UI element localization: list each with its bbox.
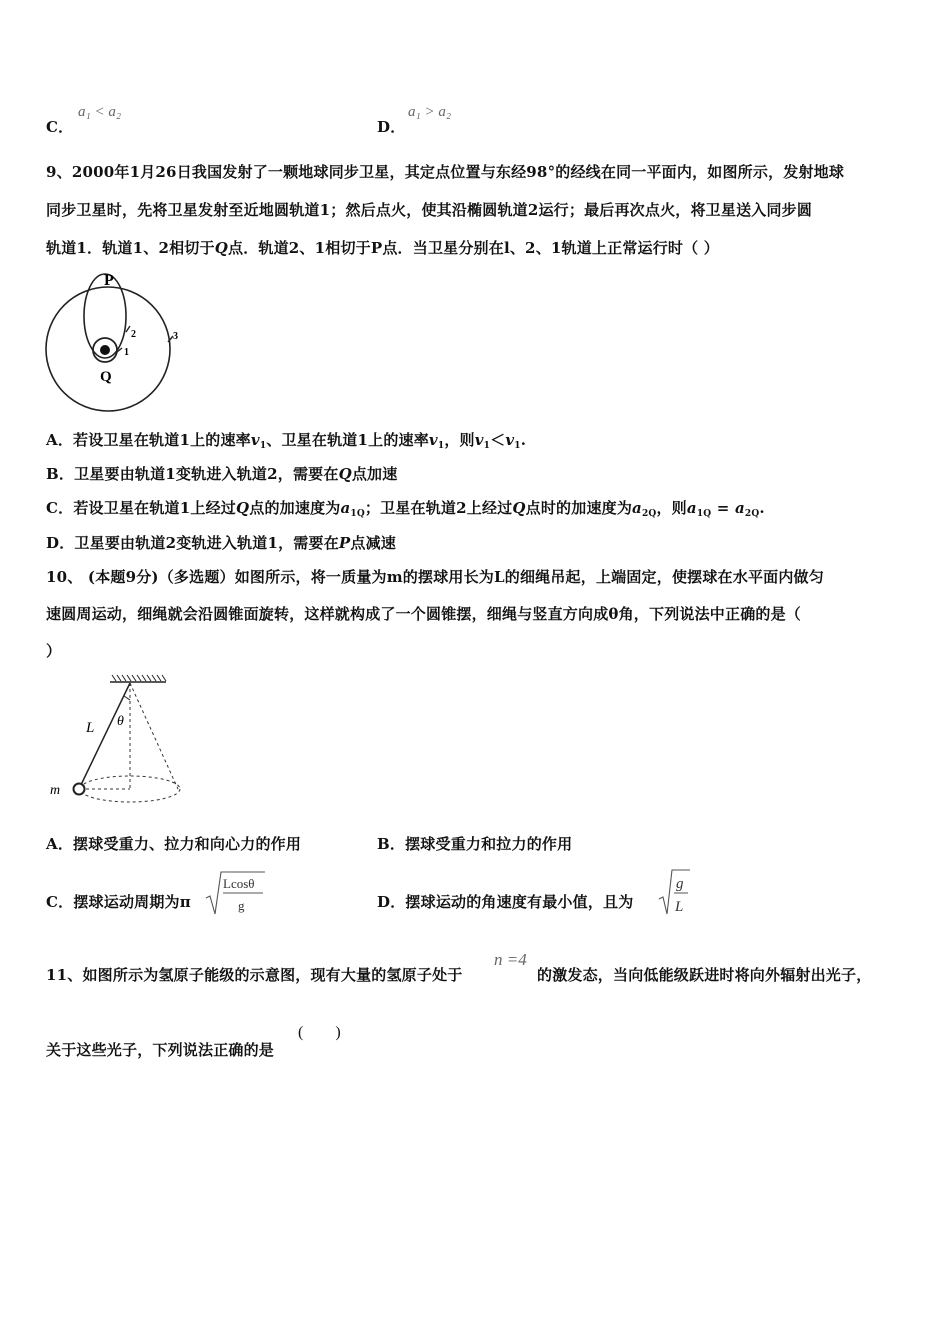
- q11-math-n4: n =4: [494, 950, 527, 969]
- q9-option-d-text2: 点减速: [350, 534, 396, 552]
- q9-option-a: [46, 429, 526, 451]
- q9-option-d-p: P: [338, 534, 351, 552]
- q9-option-c-a2: a: [632, 499, 642, 517]
- q10-option-a-label: A．: [46, 835, 74, 853]
- ceiling-hatch: [112, 675, 166, 681]
- q9-option-c-a4: a: [734, 499, 745, 517]
- q9-stem-q: Q: [214, 239, 228, 257]
- q9-stem-line1: 9、2000年1月26日我国发射了一颗地球同步卫星，其定点位置与东经98°的经线在同一平面内，如图所示，发射地球: [46, 163, 845, 181]
- pendulum-bob: [74, 784, 85, 795]
- q10-option-b-text: 摆球受重力和拉力的作用: [405, 835, 573, 853]
- q9-option-c-text5: ，则: [656, 499, 687, 517]
- q9-orbit-figure: [40, 266, 190, 416]
- orbit-2-pointer: [126, 326, 130, 332]
- q9-option-b-text1: 卫星要由轨道1变轨进入轨道2，需要在: [74, 465, 339, 483]
- q10-option-d: [377, 891, 633, 912]
- q9-option-a-sub1: 1: [259, 441, 267, 451]
- q10-option-a-text: 摆球受重力、拉力和向心力的作用: [73, 835, 302, 853]
- label-theta: θ: [117, 714, 124, 729]
- label-p: P: [104, 272, 114, 289]
- option-d-den: L: [675, 899, 684, 915]
- q11-answer-paren: ( ): [298, 1024, 341, 1041]
- q10-option-a: [46, 833, 301, 854]
- q9-option-a-v2: v: [428, 431, 438, 449]
- q8-option-d: [377, 116, 405, 137]
- q9-option-c-q1: Q: [235, 499, 250, 517]
- q10-option-d-text: 摆球运动的角速度有最小值，且为: [405, 893, 634, 911]
- q9-option-a-label: A．: [46, 431, 74, 449]
- q8-option-d-label: D．: [377, 118, 406, 136]
- q8-option-c: [46, 116, 73, 137]
- option-c-num: Lcosθ: [223, 876, 255, 891]
- q10-pendulum-figure: [44, 672, 189, 812]
- q10-option-b: [377, 833, 572, 854]
- q9-option-c-sub3: 1Q: [696, 509, 712, 519]
- q9-option-b-q: Q: [338, 465, 352, 483]
- q10-option-c-label: C．: [46, 893, 74, 911]
- q9-option-b-label: B．: [46, 465, 75, 483]
- cone-edge: [130, 683, 178, 789]
- q10-option-d-label: D．: [377, 893, 406, 911]
- q9-option-c-text1: 若设卫星在轨道1上经过: [73, 499, 236, 517]
- q9-option-c-text4: 点时的加速度为: [525, 499, 633, 517]
- theta-arc: [124, 696, 130, 700]
- q11-stem-line1-b: 的激发态，当向低能级跃进时将向外辐射出光子，: [537, 966, 872, 984]
- q9-option-c-sub2: 2Q: [641, 509, 657, 519]
- q9-option-c-a3: a: [686, 499, 697, 517]
- option-d-num: g: [676, 876, 684, 892]
- q9-option-b: [46, 463, 397, 484]
- q8-option-c-label: C．: [46, 118, 74, 136]
- string-line: [79, 683, 130, 789]
- q11-stem-line1-a: 11、如图所示为氢原子能级的示意图，现有大量的氢原子处于: [46, 966, 463, 984]
- q10-option-d-sqrt: [658, 866, 692, 918]
- q11-stem-line2: 关于这些光子，下列说法正确的是: [46, 1041, 275, 1059]
- label-m: m: [50, 783, 61, 798]
- q9-option-c-label: C．: [46, 499, 74, 517]
- label-1: 1: [124, 347, 129, 358]
- q9-option-a-lt: ＜: [490, 431, 506, 449]
- q9-option-a-period: .: [520, 431, 527, 449]
- q9-option-a-text3: ，则: [444, 431, 475, 449]
- q9-option-a-v1: v: [250, 431, 260, 449]
- q9-option-c: [46, 497, 765, 519]
- q9-option-a-sub4: 1: [514, 441, 521, 451]
- q9-option-b-text2: 点加速: [351, 465, 398, 483]
- q9-option-c-period: .: [759, 499, 765, 517]
- q9-stem-line2: 同步卫星时，先将卫星发射至近地圆轨道1；然后点火，使其沿椭圆轨道2运行；最后再次点火，将卫星送入同步圆: [46, 201, 813, 219]
- q9-option-a-text2: 、卫星在轨道1上的速率: [266, 431, 429, 449]
- q10-stem-line2: 速圆周运动，细绳就会沿圆锥面旋转，这样就构成了一个圆锥摆，细绳与竖直方向成θ角，下列说法中正确的是（: [46, 605, 802, 623]
- earth-dot: [100, 345, 110, 355]
- q10-stem-line3: ）: [46, 642, 62, 660]
- q9-stem-line3-a: 轨道1．轨道1、2相切于: [46, 239, 215, 257]
- q9-option-a-sub3: 1: [483, 441, 491, 451]
- label-3: 3: [173, 331, 178, 342]
- q10-stem-line1: 10、 (本题9分)（多选题）如图所示，将一质量为m的摆球用长为L的细绳吊起，上端固定，使摆球在水平面内做匀: [46, 568, 824, 586]
- q9-option-c-eq: =: [711, 499, 735, 517]
- q10-option-b-label: B．: [377, 835, 406, 853]
- q9-option-c-q2: Q: [512, 499, 526, 517]
- q9-option-c-a1: a: [340, 499, 351, 517]
- q9-option-a-v4: v: [505, 431, 515, 449]
- label-l: L: [86, 720, 95, 736]
- q9-option-d-text1: 卫星要由轨道2变轨进入轨道1，需要在: [74, 534, 339, 552]
- q10-option-c: [46, 891, 191, 912]
- q8-option-d-math: a₁ > a₂: [408, 104, 452, 120]
- label-q: Q: [100, 369, 112, 385]
- q10-option-c-sqrt: [205, 868, 267, 918]
- q9-option-c-text3: ；卫星在轨道2上经过: [364, 499, 513, 517]
- q9-option-d: [46, 532, 396, 553]
- q9-stem-line3: [46, 237, 719, 258]
- q9-option-c-sub1: 1Q: [350, 509, 365, 519]
- q10-option-c-text: 摆球运动周期为π: [73, 893, 191, 911]
- q9-option-a-v3: v: [474, 431, 484, 449]
- q9-option-d-label: D．: [46, 534, 75, 552]
- q9-option-c-sub4: 2Q: [744, 509, 760, 519]
- q9-option-a-sub2: 1: [437, 441, 445, 451]
- q8-option-c-math: a₁ < a₂: [78, 104, 122, 120]
- q9-option-a-text1: 若设卫星在轨道1上的速率: [73, 431, 251, 449]
- option-c-den: g: [238, 898, 245, 913]
- q9-option-c-text2: 点的加速度为: [249, 499, 341, 517]
- q9-stem-line3-b: 点．轨道2、1相切于P点．当卫星分别在l、2、1轨道上正常运行时（ ）: [228, 239, 719, 257]
- label-2: 2: [131, 329, 136, 340]
